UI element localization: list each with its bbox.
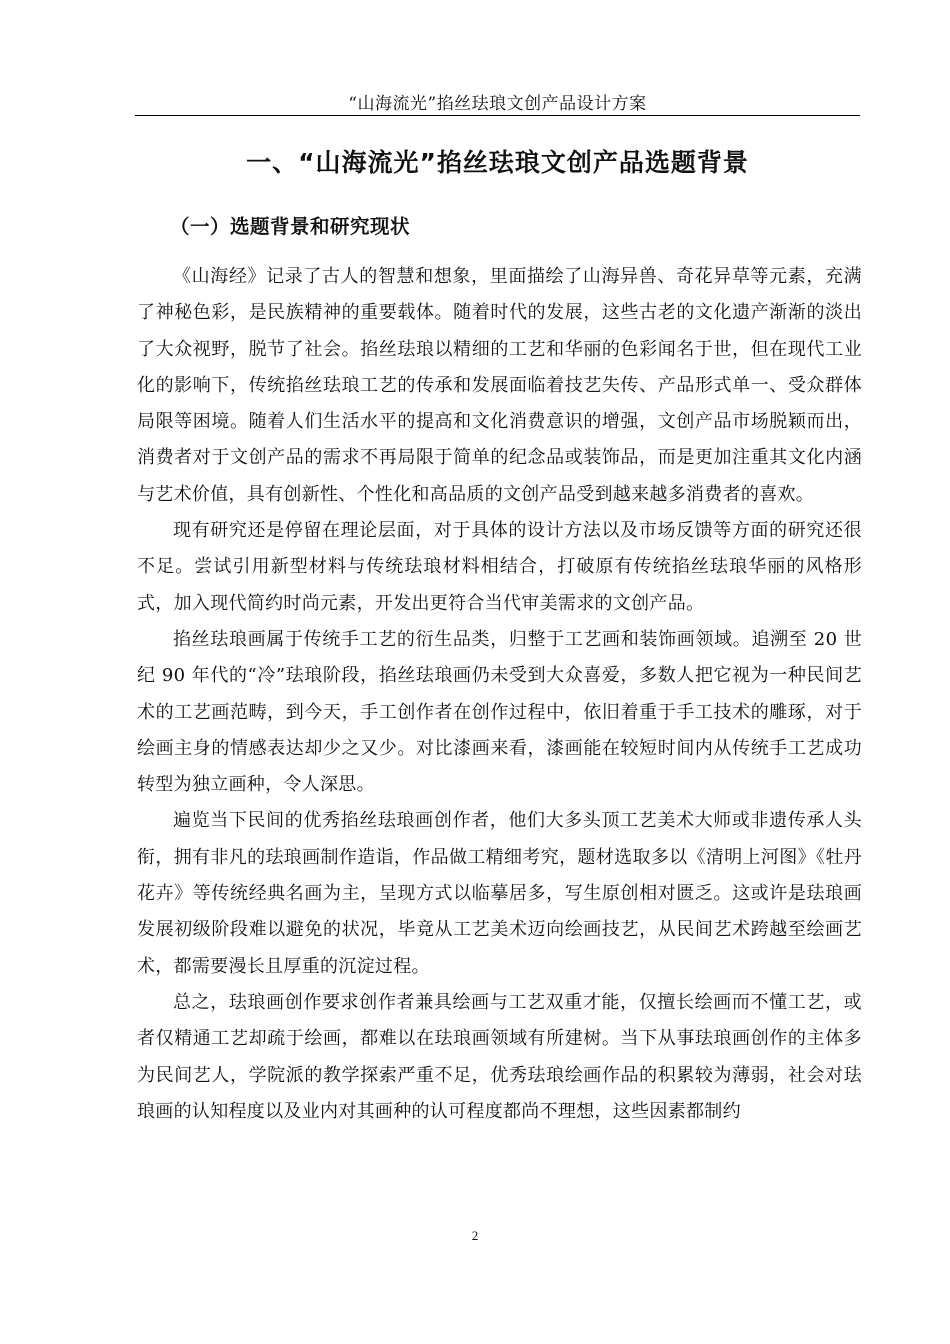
paragraph-1: 《山海经》记录了古人的智慧和想象，里面描绘了山海异兽、奇花异草等元素，充满了神秘色彩，是民族精神的重要载体。随着时代的发展，这些古老的文化遗产渐渐的淡出了大众视野，脱节了社会。掐丝珐琅以精细的工艺和华丽的色彩闻名于世，但在现代工业化的影响下，传统掐丝珐琅工艺的传承和发展面临着技艺失传、产品形式单一、受众群体局限等困境。随着人们生活水平的提高和文化消费意识的增强，文创产品市场脱颖而出，消费者对于文创产品的需求不再局限于简单的纪念品或装饰品，而是更加注重其文化内涵与艺术价值，具有创新性、个性化和高品质的文创产品受到越来越多消费者的喜欢。: [137, 266, 862, 505]
chapter-title: 一、“山海流光”掐丝珐琅文创产品选题背景: [246, 148, 749, 177]
paragraph-3: 掐丝珐琅画属于传统手工艺的衍生品类，归整于工艺画和装饰画领域。追溯至 20 世纪 90 年代的“冷”珐琅阶段，掐丝珐琅画仍未受到大众喜爱，多数人把它视为一种民间艺术的工艺画范畴，到今天，手工创作者在创作过程中，依旧着重于手工技术的雕琢，对于绘画主身的情感表达却少之又少。对比漆画来看，漆画能在较短时间内从传统手工艺成功转型为独立画种，令人深思。: [137, 628, 862, 796]
paragraph-4: 遍览当下民间的优秀掐丝珐琅画创作者，他们大多头顶工艺美术大师或非遗传承人头衔，拥有非凡的珐琅画制作造诣，作品做工精细考究，题材选取多以《清明上河图》《牡丹花卉》等传统经典名画为主，呈现方式以临摹居多，写生原创相对匮乏。这或许是珐琅画发展初级阶段难以避免的状况，毕竟从工艺美术迈向绘画技艺，从民间艺术跨越至绘画艺术，都需要漫长且厚重的沉淀过程。: [137, 810, 862, 977]
paragraph-2: 现有研究还是停留在理论层面，对于具体的设计方法以及市场反馈等方面的研究还很不足。尝试引用新型材料与传统珐琅材料相结合，打破原有传统掐丝珐琅华丽的风格形式，加入现代简约时尚元素，开发出更符合当代审美需求的文创产品。: [137, 520, 862, 614]
body-text: [137, 259, 862, 1130]
page-number: 2: [471, 1228, 479, 1243]
paragraph-5: 总之，珐琅画创作要求创作者兼具绘画与工艺双重才能，仅擅长绘画而不懂工艺，或者仅精通工艺却疏于绘画，都难以在珐琅画领域有所建树。当下从事珐琅画创作的主体多为民间艺人，学院派的教学探索严重不足，优秀珐琅绘画作品的积累较为薄弱，社会对珐琅画的认知程度以及业内对其画种的认可程度都尚不理想，这些因素都制约: [137, 991, 862, 1122]
section-title: （一）选题背景和研究现状: [170, 215, 411, 238]
running-header: “山海流光”掐丝珐琅文创产品设计方案: [348, 94, 647, 114]
header-divider: [135, 115, 860, 116]
